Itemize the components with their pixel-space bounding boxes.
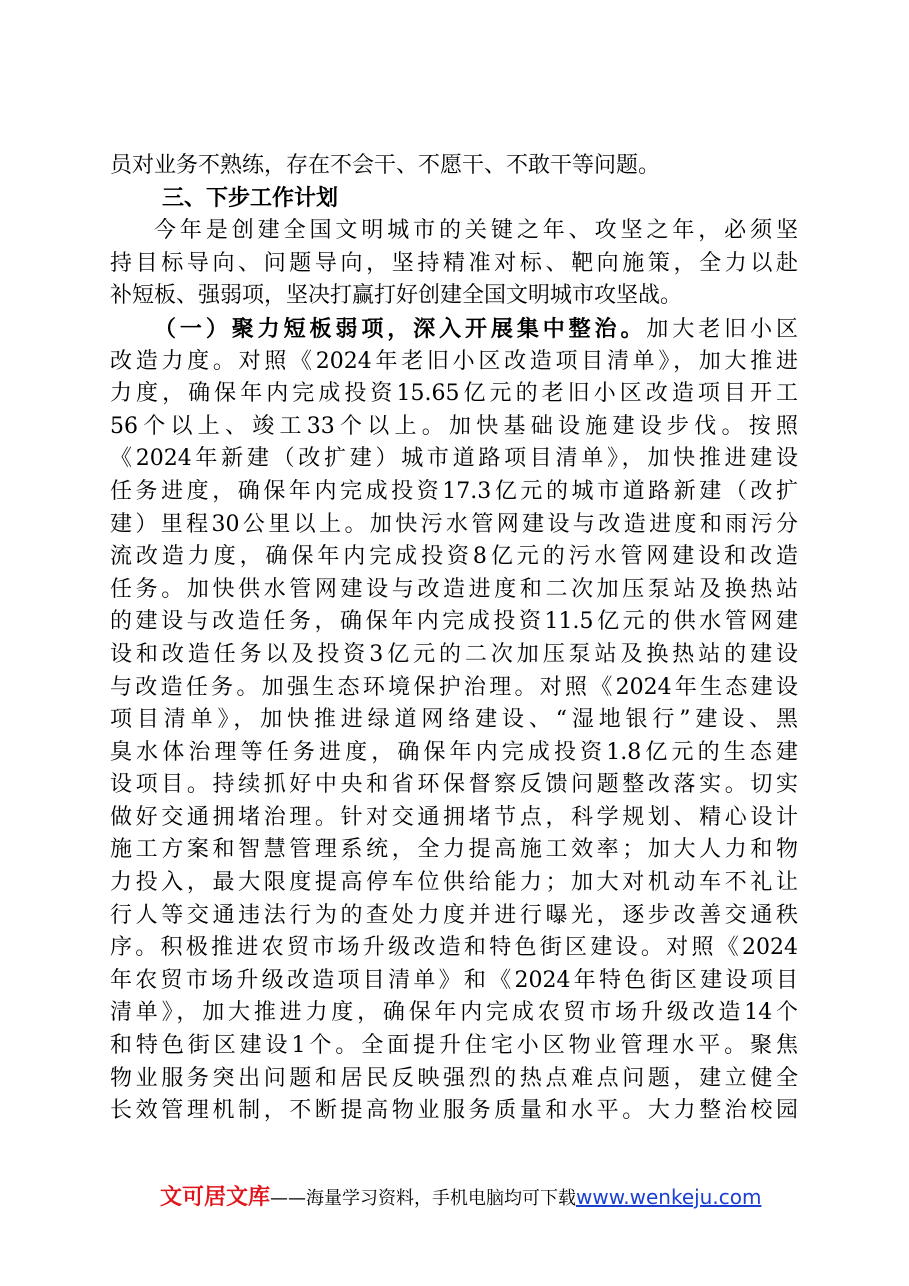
text-line-12: 建）里程30公里以上。加快污水管网建设与改造进度和雨污分 bbox=[110, 511, 798, 537]
text-line-20: 设项目。持续抓好中央和省环保督察反馈问题整改落实。切实 bbox=[110, 772, 798, 798]
text-line-10: 《2024年新建（改扩建）城市道路项目清单》，加快推进建设 bbox=[110, 446, 798, 472]
subsection-heading: （一）聚力短板弱项，深入开展集中整治。 bbox=[154, 315, 647, 342]
text-line-1: 员对业务不熟练，存在不会干、不愿干、不敢干等问题。 bbox=[110, 153, 661, 178]
text-line-22: 施工方案和智慧管理系统，全力提高施工效率；加大人力和物 bbox=[110, 837, 798, 863]
text-line-14: 任务。加快供水管网建设与改造进度和二次加压泵站及换热站 bbox=[110, 576, 798, 602]
text-line-18: 项目清单》，加快推进绿道网络建设、“湿地银行”建设、黑 bbox=[110, 707, 798, 733]
text-line-24: 行人等交通违法行为的查处力度并进行曝光，逐步改善交通秩 bbox=[110, 902, 798, 928]
text-line-26: 年农贸市场升级改造项目清单》和《2024年特色街区建设项目 bbox=[110, 967, 798, 993]
text-line-4: 持目标导向、问题导向，坚持精准对标、靶向施策，全力以赴 bbox=[110, 250, 798, 276]
footer-link[interactable]: www.wenkeju.com bbox=[576, 1185, 762, 1209]
text-line-17: 与改造任务。加强生态环境保护治理。对照《2024年生态建设 bbox=[110, 674, 798, 700]
text-line-5: 补短板、强弱项，坚决打赢打好创建全国文明城市攻坚战。 bbox=[110, 283, 683, 309]
text-line-29: 物业服务突出问题和居民反映强烈的热点难点问题，建立健全 bbox=[110, 1065, 798, 1091]
text-line-27: 清单》，加大推进力度，确保年内完成农贸市场升级改造14个 bbox=[110, 1000, 798, 1026]
footer-tagline: ——海量学习资料，手机电脑均可下载 bbox=[270, 1188, 577, 1209]
document-body bbox=[110, 150, 798, 1128]
text-line-11: 任务进度，确保年内完成投资17.3亿元的城市道路新建（改扩 bbox=[110, 478, 798, 504]
text-line-21: 做好交通拥堵治理。针对交通拥堵节点，科学规划、精心设计 bbox=[110, 804, 798, 830]
text-line-9: 56个以上、竣工33个以上。加快基础设施建设步伐。按照 bbox=[110, 413, 798, 439]
footer-brand: 文可居文库 bbox=[160, 1185, 271, 1210]
text-line-16: 设和改造任务以及投资3亿元的二次加压泵站及换热站的建设 bbox=[110, 641, 798, 667]
text-line-25: 序。积极推进农贸市场升级改造和特色街区建设。对照《2024 bbox=[110, 935, 798, 961]
text-line-19: 臭水体治理等任务进度，确保年内完成投资1.8亿元的生态建 bbox=[110, 739, 798, 765]
text-line-6-rest: 加大老旧小区 bbox=[646, 316, 798, 342]
text-line-23: 力投入，最大限度提高停车位供给能力；加大对机动车不礼让 bbox=[110, 870, 798, 896]
text-line-8: 力度，确保年内完成投资15.65亿元的老旧小区改造项目开工 bbox=[110, 381, 798, 407]
text-line-30: 长效管理机制，不断提高物业服务质量和水平。大力整治校园 bbox=[110, 1098, 798, 1124]
section-heading: 三、下步工作计划 bbox=[162, 185, 339, 211]
footer-banner bbox=[160, 1180, 761, 1214]
text-line-13: 流改造力度，确保年内完成投资8亿元的污水管网建设和改造 bbox=[110, 544, 798, 570]
text-line-7: 改造力度。对照《2024年老旧小区改造项目清单》，加大推进 bbox=[110, 348, 798, 374]
text-line-6 bbox=[110, 313, 798, 346]
text-line-3: 今年是创建全国文明城市的关键之年、攻坚之年，必须坚 bbox=[154, 218, 798, 244]
text-line-15: 的建设与改造任务，确保年内完成投资11.5亿元的供水管网建 bbox=[110, 609, 798, 635]
text-line-28: 和特色街区建设1个。全面提升住宅小区物业管理水平。聚焦 bbox=[110, 1033, 798, 1059]
